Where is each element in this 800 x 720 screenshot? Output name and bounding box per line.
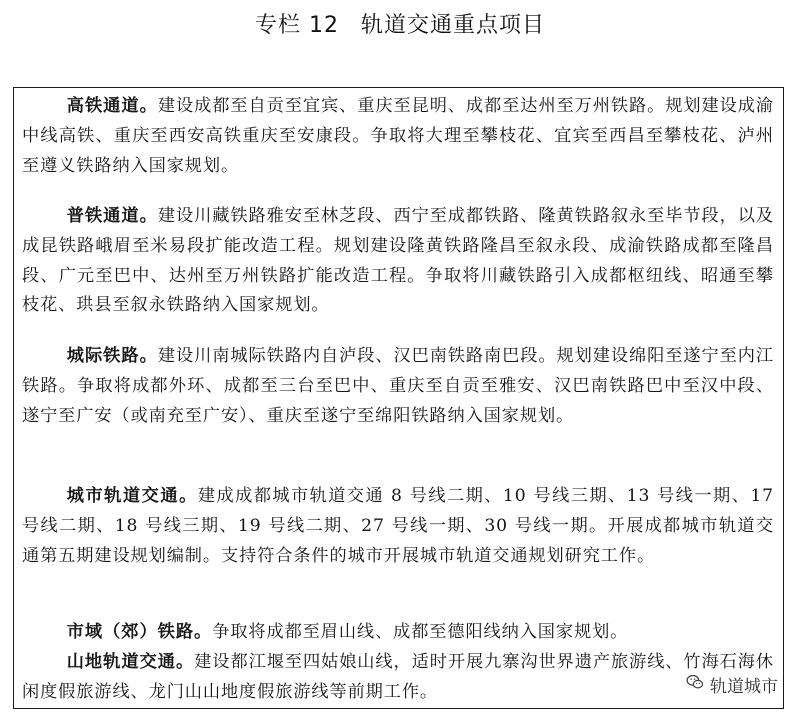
section-body: 建成成都城市轨道交通 8 号线二期、10 号线三期、13 号线一期、17 号线二期、18 号线三期、19 号线二期、27 号线一期、30 号线一期。开展成都城市轨道交通第五期建设规划编制。支持符合条件的城市开展城市轨道交通规划研究工作。 [22, 486, 774, 566]
section-conventional-rail [22, 202, 774, 321]
column-number: 专栏 12 [254, 13, 339, 38]
watermark [683, 672, 780, 697]
section-heading: 城际铁路。 [66, 346, 158, 366]
column-title [0, 8, 800, 39]
section-intercity-rail [22, 342, 774, 431]
column-heading: 轨道交通重点项目 [360, 13, 545, 38]
section-body: 争取将成都至眉山线、成都至德阳线纳入国家规划。 [212, 622, 629, 642]
section-urban-rail-transit [22, 482, 774, 571]
section-heading: 市域（郊）铁路。 [66, 622, 213, 642]
wechat-icon [685, 672, 705, 697]
section-heading: 高铁通道。 [66, 96, 158, 116]
section-heading: 城市轨道交通。 [66, 486, 198, 506]
section-body: 建设成都至自贡至宜宾、重庆至昆明、成都至达州至万州铁路。规划建设成渝中线高铁、重庆至西安高铁重庆至安康段。争取将大理至攀枝花、宜宾至西昌至攀枝花、泸州至遵义铁路纳入国家规划。 [22, 96, 774, 176]
section-high-speed-rail [22, 92, 774, 181]
content-box [13, 87, 784, 709]
section-body: 建设都江堰至四姑娘山线，适时开展九寨沟世界遗产旅游线、竹海石海休闲度假旅游线、龙门山山地度假旅游线等前期工作。 [22, 652, 774, 702]
section-suburban-rail [22, 618, 774, 648]
section-heading: 山地轨道交通。 [66, 652, 195, 672]
section-body: 建设川藏铁路雅安至林芝段、西宁至成都铁路、隆黄铁路叙永至毕节段，以及成昆铁路峨眉至米易段扩能改造工程。规划建设隆黄铁路隆昌至叙永段、成渝铁路成都至隆昌段、广元至巴中、达州至万州铁路扩能改造工程。争取将川藏铁路引入成都枢纽线、昭通至攀枝花、珙县至叙永铁路纳入国家规划。 [22, 206, 774, 316]
section-body: 建设川南城际铁路内自泸段、汉巴南铁路南巴段。规划建设绵阳至遂宁至内江铁路。争取将成都外环、成都至三台至巴中、重庆至自贡至雅安、汉巴南铁路巴中至汉中段、遂宁至广安（或南充至广安）、重庆至遂宁至绵阳铁路纳入国家规划。 [22, 346, 774, 426]
section-heading: 普铁通道。 [66, 206, 158, 226]
section-mountain-rail [22, 648, 774, 708]
watermark-text: 轨道城市 [710, 677, 778, 697]
